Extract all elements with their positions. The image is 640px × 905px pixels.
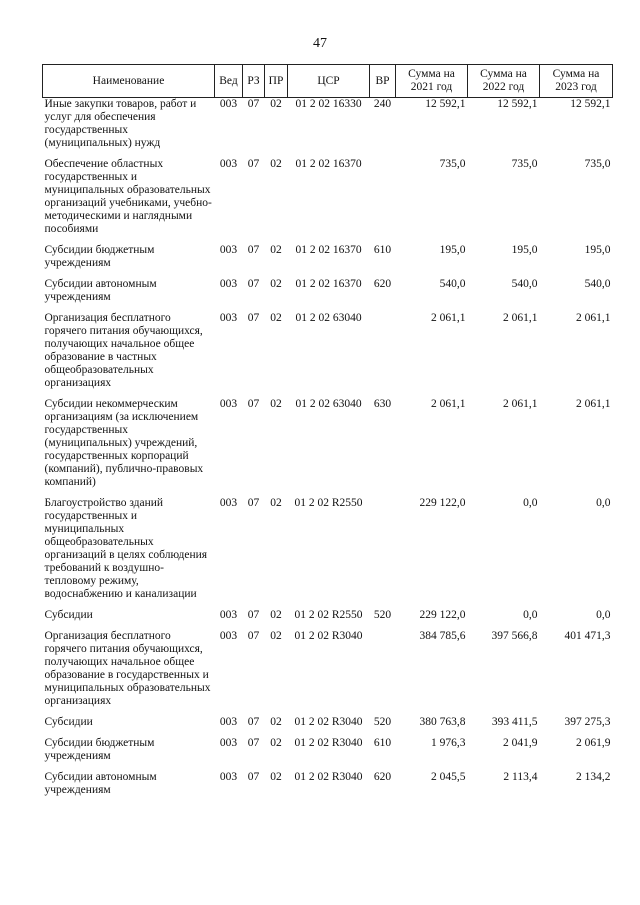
- header-ved: Вед: [215, 65, 243, 98]
- cell-sum-2021: 229 122,0: [419, 497, 466, 509]
- cell-csr: 01 2 02 R3040: [294, 716, 363, 728]
- cell-sum-2021: 229 122,0: [419, 609, 466, 621]
- header-pr: ПР: [265, 65, 288, 98]
- cell-sum-2021: 12 592,1: [425, 98, 466, 110]
- cell-sum-2023: 540,0: [584, 278, 611, 290]
- cell-name: Субсидии: [44, 609, 93, 621]
- budget-table: [42, 64, 613, 805]
- cell-csr: 01 2 02 R3040: [294, 771, 363, 783]
- cell-name: Субсидии автономным учреждениям: [44, 771, 157, 796]
- cell-sum-2022: 195,0: [511, 244, 538, 256]
- cell-pr: 02: [270, 398, 282, 410]
- table-row: [43, 716, 613, 737]
- cell-sum-2023: 2 061,1: [576, 312, 611, 324]
- cell-pr: 02: [270, 98, 282, 110]
- cell-name: Субсидии автономным учреждениям: [44, 278, 157, 303]
- cell-ved: 003: [219, 398, 238, 410]
- cell-sum-2023: 0,0: [596, 497, 611, 509]
- cell-rz: 07: [247, 312, 260, 324]
- cell-csr: 01 2 02 16330: [295, 98, 362, 110]
- cell-vr: 520: [373, 609, 392, 621]
- cell-pr: 02: [270, 737, 282, 749]
- cell-pr: 02: [270, 312, 282, 324]
- cell-sum-2021: 384 785,6: [419, 630, 466, 642]
- cell-csr: 01 2 02 63040: [295, 398, 362, 410]
- cell-name: Организация бесплатного горячего питания обучающихся, получающих начальное общее образование в частных общеобразовательных организациях: [44, 312, 203, 389]
- cell-sum-2022: 0,0: [523, 609, 538, 621]
- cell-rz: 07: [247, 398, 260, 410]
- cell-sum-2023: 735,0: [584, 158, 611, 170]
- cell-vr: [370, 158, 396, 244]
- cell-sum-2023: 2 061,1: [576, 398, 611, 410]
- cell-rz: 07: [247, 716, 260, 728]
- table-row: [43, 398, 613, 497]
- cell-ved: 003: [219, 737, 238, 749]
- cell-sum-2022: 0,0: [523, 497, 538, 509]
- cell-rz: 07: [247, 244, 260, 256]
- cell-csr: 01 2 02 16370: [295, 244, 362, 256]
- cell-rz: 07: [247, 609, 260, 621]
- cell-sum-2022: 735,0: [511, 158, 538, 170]
- header-csr: ЦСР: [288, 65, 370, 98]
- cell-pr: 02: [270, 630, 282, 642]
- header-2022: Сумма на 2022 год: [468, 65, 540, 98]
- cell-pr: 02: [270, 158, 282, 170]
- header-2021: Сумма на 2021 год: [396, 65, 468, 98]
- cell-sum-2023: 12 592,1: [570, 98, 611, 110]
- cell-sum-2021: 735,0: [439, 158, 466, 170]
- table-row: [43, 158, 613, 244]
- cell-vr: 610: [373, 244, 392, 256]
- cell-vr: 630: [373, 398, 392, 410]
- cell-ved: 003: [219, 278, 238, 290]
- cell-vr: 620: [373, 278, 392, 290]
- table-row: [43, 98, 613, 159]
- cell-rz: 07: [247, 158, 260, 170]
- cell-pr: 02: [270, 278, 282, 290]
- table-row: [43, 497, 613, 609]
- table-body: [43, 98, 613, 806]
- cell-ved: 003: [219, 158, 238, 170]
- header-2023: Сумма на 2023 год: [540, 65, 613, 98]
- cell-csr: 01 2 02 R2550: [294, 497, 363, 509]
- cell-name: Организация бесплатного горячего питания обучающихся, получающих начальное общее образование в государственных и муниципальных образовательных организациях: [44, 630, 211, 707]
- cell-sum-2022: 540,0: [511, 278, 538, 290]
- cell-csr: 01 2 02 63040: [295, 312, 362, 324]
- cell-sum-2021: 2 061,1: [431, 312, 466, 324]
- cell-vr: 610: [373, 737, 392, 749]
- cell-csr: 01 2 02 16370: [295, 158, 362, 170]
- table-row: [43, 737, 613, 771]
- cell-sum-2021: 2 061,1: [431, 398, 466, 410]
- cell-sum-2023: 401 471,3: [564, 630, 611, 642]
- cell-rz: 07: [247, 278, 260, 290]
- cell-sum-2021: 380 763,8: [419, 716, 466, 728]
- table-row: [43, 609, 613, 630]
- cell-csr: 01 2 02 R3040: [294, 737, 363, 749]
- table-header: [43, 65, 613, 98]
- cell-sum-2022: 12 592,1: [497, 98, 538, 110]
- cell-pr: 02: [270, 771, 282, 783]
- cell-sum-2021: 195,0: [439, 244, 466, 256]
- cell-sum-2023: 0,0: [596, 609, 611, 621]
- cell-vr: 520: [373, 716, 392, 728]
- cell-pr: 02: [270, 609, 282, 621]
- cell-ved: 003: [219, 244, 238, 256]
- cell-vr: [370, 497, 396, 609]
- table-row: [43, 771, 613, 805]
- cell-vr: 240: [373, 98, 392, 110]
- cell-name: Субсидии некоммерческим организациям (за исключением государственных (муниципальных) учреждений, государственных корпораций (компаний), публично-правовых компаний): [44, 398, 204, 488]
- cell-sum-2022: 393 411,5: [491, 716, 538, 728]
- cell-name: Иные закупки товаров, работ и услуг для обеспечения государственных (муниципальных) нужд: [44, 98, 197, 149]
- table-row: [43, 312, 613, 398]
- cell-sum-2021: 2 045,5: [431, 771, 466, 783]
- cell-pr: 02: [270, 497, 282, 509]
- header-rz: РЗ: [243, 65, 265, 98]
- cell-name: Субсидии: [44, 716, 93, 728]
- cell-name: Субсидии бюджетным учреждениям: [44, 244, 155, 269]
- cell-sum-2023: 397 275,3: [564, 716, 611, 728]
- cell-sum-2023: 2 134,2: [576, 771, 611, 783]
- cell-rz: 07: [247, 630, 260, 642]
- cell-csr: 01 2 02 R3040: [294, 630, 363, 642]
- cell-ved: 003: [219, 312, 238, 324]
- cell-sum-2021: 540,0: [439, 278, 466, 290]
- cell-sum-2021: 1 976,3: [431, 737, 466, 749]
- cell-pr: 02: [270, 244, 282, 256]
- cell-sum-2023: 195,0: [584, 244, 611, 256]
- cell-sum-2022: 2 113,4: [503, 771, 538, 783]
- cell-pr: 02: [270, 716, 282, 728]
- header-name: Наименование: [43, 65, 215, 98]
- cell-rz: 07: [247, 737, 260, 749]
- cell-rz: 07: [247, 98, 260, 110]
- cell-ved: 003: [219, 609, 238, 621]
- cell-sum-2022: 397 566,8: [491, 630, 538, 642]
- header-vr: ВР: [370, 65, 396, 98]
- cell-name: Субсидии бюджетным учреждениям: [44, 737, 155, 762]
- cell-csr: 01 2 02 16370: [295, 278, 362, 290]
- cell-sum-2022: 2 041,9: [503, 737, 538, 749]
- page-number: 47: [313, 36, 327, 51]
- cell-ved: 003: [219, 630, 238, 642]
- cell-ved: 003: [219, 771, 238, 783]
- cell-sum-2023: 2 061,9: [576, 737, 611, 749]
- cell-name: Обеспечение областных государственных и муниципальных образовательных организаций учебниками, учебно-методическими и наглядными пособиями: [44, 158, 212, 235]
- cell-rz: 07: [247, 497, 260, 509]
- cell-sum-2022: 2 061,1: [503, 398, 538, 410]
- cell-sum-2022: 2 061,1: [503, 312, 538, 324]
- table-row: [43, 278, 613, 312]
- cell-ved: 003: [219, 98, 238, 110]
- cell-name: Благоустройство зданий государственных и муниципальных общеобразовательных организаций в целях соблюдения требований к воздушно-тепловому режиму, водоснабжению и канализации: [44, 497, 208, 600]
- table-row: [43, 630, 613, 716]
- cell-csr: 01 2 02 R2550: [294, 609, 363, 621]
- cell-vr: 620: [373, 771, 392, 783]
- cell-vr: [370, 312, 396, 398]
- cell-ved: 003: [219, 716, 238, 728]
- cell-ved: 003: [219, 497, 238, 509]
- cell-vr: [370, 630, 396, 716]
- cell-rz: 07: [247, 771, 260, 783]
- table-row: [43, 244, 613, 278]
